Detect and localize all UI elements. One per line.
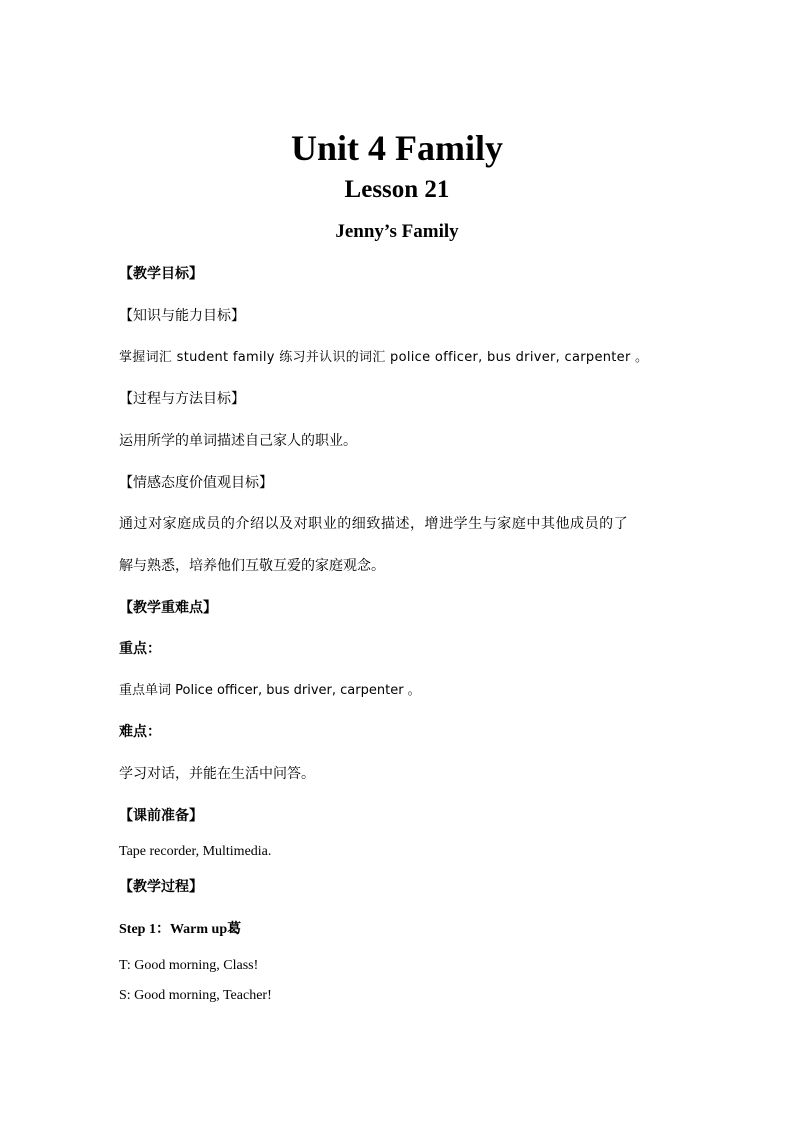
lesson-title: Lesson 21 bbox=[344, 176, 450, 203]
paragraph-vocabulary: 掌握词汇 student family 练习并认识的词汇 police officer, bus driver, carpenter 。 bbox=[119, 350, 649, 365]
step-1-heading: Step 1：Warm up葛 bbox=[119, 922, 242, 937]
dialogue-line-student: S: Good morning, Teacher! bbox=[119, 988, 272, 1003]
section-heading-preparation: 【课前准备】 bbox=[119, 808, 203, 824]
section-heading-key-difficult: 【教学重难点】 bbox=[119, 600, 217, 616]
paragraph-process-method: 运用所学的单词描述自己家人的职业。 bbox=[119, 433, 357, 449]
label-difficult-points: 难点： bbox=[119, 724, 161, 740]
section-heading-process-method: 【过程与方法目标】 bbox=[119, 391, 245, 407]
document-title: Unit 4 Family bbox=[291, 128, 503, 168]
lesson-subtitle: Jenny’s Family bbox=[335, 221, 459, 242]
section-heading-values: 【情感态度价值观目标】 bbox=[119, 475, 273, 491]
paragraph-preparation: Tape recorder, Multimedia. bbox=[119, 844, 272, 859]
paragraph-values-line-2: 解与熟悉，培养他们互敬互爱的家庭观念。 bbox=[119, 558, 385, 574]
label-key-points: 重点： bbox=[119, 641, 161, 657]
dialogue-line-teacher: T: Good morning, Class! bbox=[119, 958, 259, 973]
paragraph-difficult-points: 学习对话，并能在生活中问答。 bbox=[119, 766, 315, 782]
section-heading-teaching-process: 【教学过程】 bbox=[119, 879, 203, 895]
section-heading-teaching-objectives: 【教学目标】 bbox=[119, 266, 203, 282]
paragraph-key-words: 重点单词 Police officer, bus driver, carpenter 。 bbox=[119, 683, 421, 698]
paragraph-values-line-1: 通过对家庭成员的介绍以及对职业的细致描述，增进学生与家庭中其他成员的了 bbox=[119, 516, 629, 532]
section-heading-knowledge-ability: 【知识与能力目标】 bbox=[119, 308, 245, 324]
